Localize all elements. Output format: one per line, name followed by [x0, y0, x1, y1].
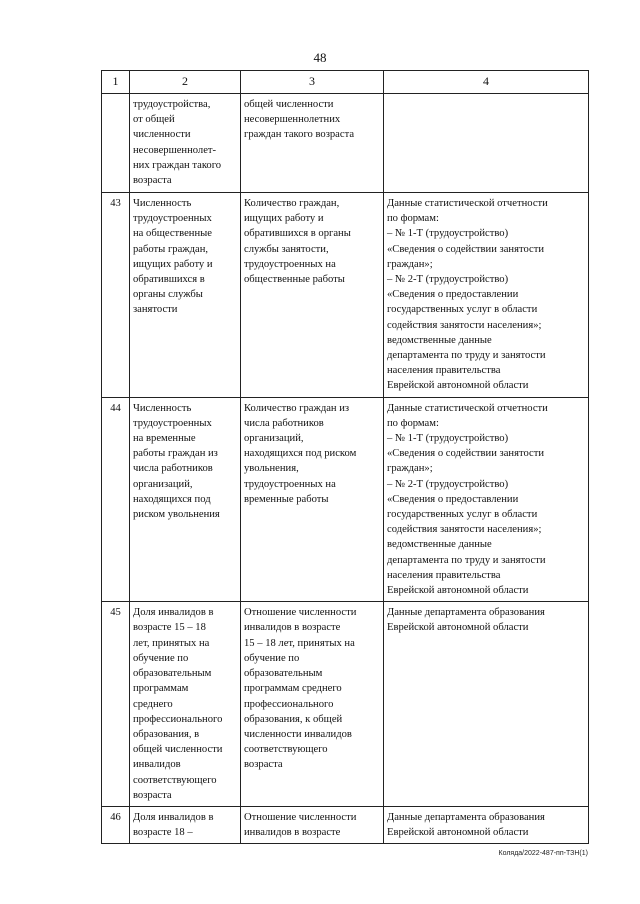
table-row: [102, 397, 589, 602]
source-text: Данные департамента образования Еврейской автономной области: [387, 811, 545, 839]
row-number: 46: [102, 806, 130, 843]
method-cell: [241, 397, 384, 602]
indicator-text: Доля инвалидов в возрасте 15 – 18 лет, принятых на обучение по образовательным программам среднего профессионального образования, в общей численности инвалидов соответствующего возраста: [133, 607, 223, 801]
table-header-row: [102, 71, 589, 94]
row-number: 43: [102, 193, 130, 398]
indicator-text: Доля инвалидов в возрасте 18 –: [133, 811, 214, 839]
source-cell: [384, 94, 589, 193]
table-row: [102, 193, 589, 398]
row-number: 44: [102, 397, 130, 602]
source-cell: [384, 193, 589, 398]
method-text: общей численности несовершеннолетних граждан такого возраста: [244, 99, 355, 141]
indicators-table: [101, 70, 589, 844]
page-number: 48: [313, 50, 327, 65]
header-cell-4: 4: [384, 71, 589, 94]
table-row: [102, 94, 589, 193]
method-cell: [241, 193, 384, 398]
method-text: Отношение численности инвалидов в возрасте: [244, 811, 357, 839]
row-number: 45: [102, 602, 130, 807]
indicator-cell: [130, 602, 241, 807]
method-cell: [241, 602, 384, 807]
method-text: Количество граждан, ищущих работу и обратившихся в органы службы занятости, трудоустроенных на общественные работы: [244, 198, 351, 286]
source-text: Данные статистической отчетности по формам: – № 1-Т (трудоустройство) «Сведения о содействии занятости граждан»; – № 2-Т (трудоустройство) «Сведения о предоставлении государственных услуг в области содействия занятости населения»; ведомственные данные департамента по труду и занятости населения правительства Еврейской автономной области: [387, 198, 548, 392]
header-cell-2: 2: [130, 71, 241, 94]
method-text: Отношение численности инвалидов в возрасте 15 – 18 лет, принятых на обучение по образовательным программам среднего профессионального образования, к общей численности инвалидов соответствующего возраста: [244, 607, 357, 771]
indicator-text: Численность трудоустроенных на временные работы граждан из числа работников организаций, находящихся под риском увольнения: [133, 402, 220, 521]
indicator-cell: [130, 397, 241, 602]
document-registration-code: Коляда/2022-487-пп-ТЗН(1): [498, 850, 588, 857]
row-number: [102, 94, 130, 193]
indicator-text: Численность трудоустроенных на общественные работы граждан, ищущих работу и обратившихся в органы службы занятости: [133, 198, 213, 316]
source-text: Данные департамента образования Еврейской автономной области: [387, 607, 545, 634]
method-text: Количество граждан из числа работников организаций, находящихся под риском увольнения, трудоустроенных на временные работы: [244, 402, 357, 505]
indicator-cell: [130, 94, 241, 193]
indicator-cell: [130, 193, 241, 398]
header-cell-1: 1: [102, 71, 130, 94]
method-cell: [241, 94, 384, 193]
header-cell-3: 3: [241, 71, 384, 94]
method-cell: [241, 806, 384, 843]
source-text: Данные статистической отчетности по формам: – № 1-Т (трудоустройство) «Сведения о содействии занятости граждан»; – № 2-Т (трудоустройство) «Сведения о предоставлении государственных услуг в области содействия занятости населения»; ведомственные данные департамента по труду и занятости населения правительства Еврейской автономной области: [387, 402, 548, 597]
indicator-cell: [130, 806, 241, 843]
source-cell: [384, 602, 589, 807]
indicator-text: трудоустройства, от общей численности несовершеннолет- них граждан такого возраста: [133, 99, 222, 187]
source-cell: [384, 806, 589, 843]
source-cell: [384, 397, 589, 602]
table-row: [102, 602, 589, 807]
table-row: [102, 806, 589, 843]
